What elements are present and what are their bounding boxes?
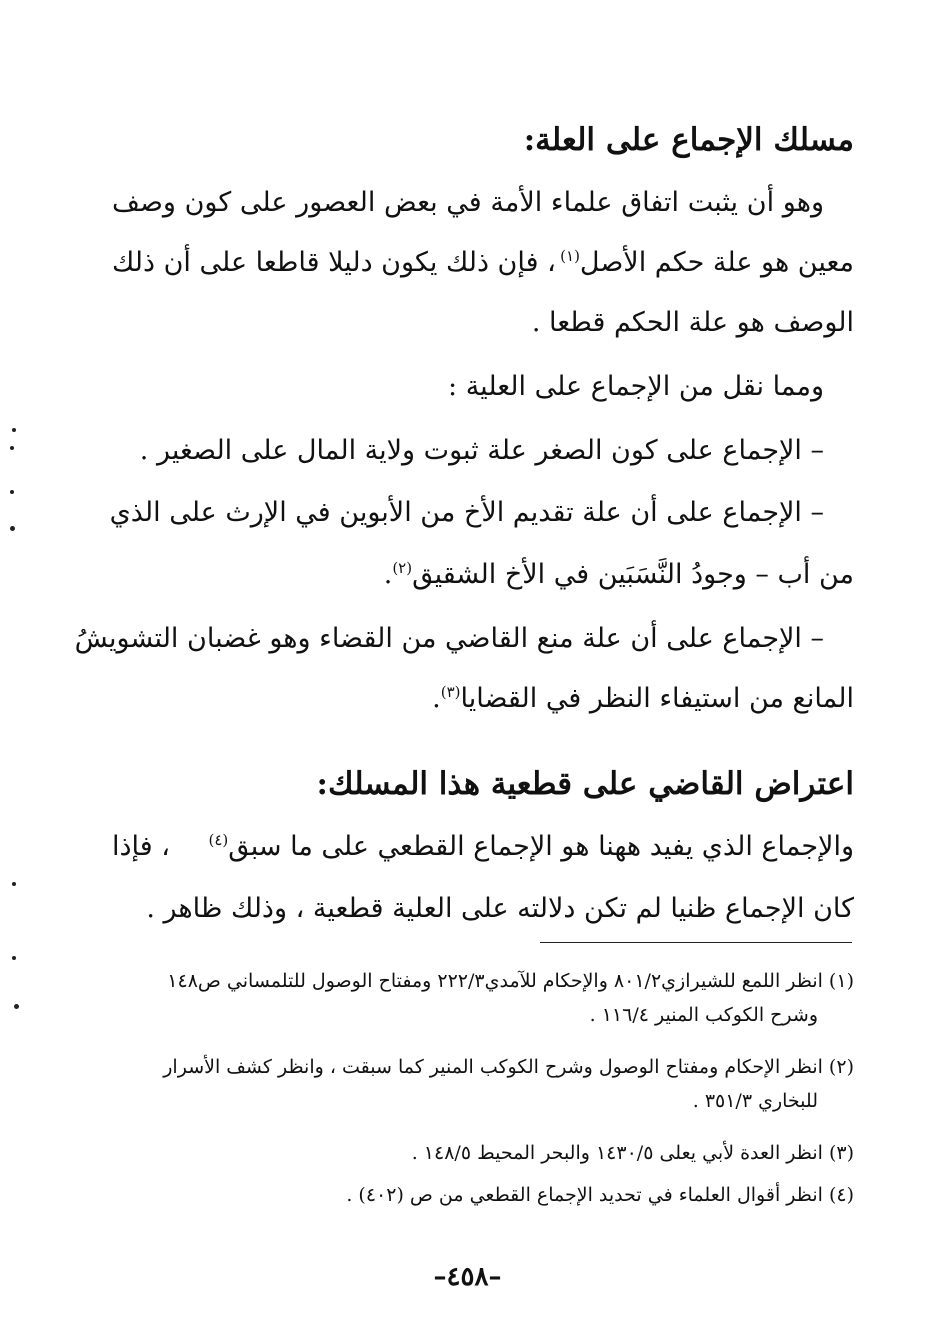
footnote-ref[interactable]: (١) xyxy=(560,247,580,265)
paragraph-line: وهو أن يثبت اتفاق علماء الأمة في بعض العصور على كون وصف xyxy=(112,187,824,218)
paragraph-line: كان الإجماع ظنيا لم تكن دلالته على العلية قطعية ، وذلك ظاهر . xyxy=(146,893,854,924)
scan-speck xyxy=(10,490,14,494)
text-run: . xyxy=(383,559,393,590)
text-run: والإجماع الذي يفيد ههنا هو الإجماع القطعي على ما سبق xyxy=(228,831,854,862)
text-segment: ، فإن ذلك يكون دليلا قاطعا على أن ذلك xyxy=(112,247,556,278)
list-item: – الإجماع على أن علة تقديم الأخ من الأبوين في الإرث على الذي xyxy=(109,497,824,528)
scan-speck xyxy=(14,1004,19,1009)
page-number: –٤٥٨– xyxy=(433,1262,502,1292)
text-run: المانع من استيفاء النظر في القضايا xyxy=(460,683,854,714)
footnote: (٣) انظر العدة لأبي يعلى ١٤٣٠/٥ والبحر المحيط ١٤٨/٥ . xyxy=(411,1142,854,1164)
paragraph-line xyxy=(112,244,854,282)
footnote: (٤) انظر أقوال العلماء في تحديد الإجماع القطعي من ص (٤٠٢) . xyxy=(346,1184,854,1206)
scan-speck xyxy=(12,428,16,432)
footnote-ref[interactable]: (٤) xyxy=(208,831,229,849)
scan-speck xyxy=(10,526,15,531)
scan-speck xyxy=(12,882,16,886)
footnote: (٢) انظر الإحكام ومفتاح الوصول وشرح الكوكب المنير كما سبقت ، وانظر كشف الأسرار xyxy=(163,1056,854,1078)
footnote: (١) انظر اللمع للشيرازي٨٠١/٢ والإحكام للآمدي٢٢٢/٣ ومفتاح الوصول للتلمساني ص١٤٨ xyxy=(167,970,854,992)
footnote-ref[interactable]: (٣) xyxy=(440,683,461,701)
list-item-continued xyxy=(112,556,854,594)
text-segment xyxy=(208,828,854,866)
list-item: – الإجماع على كون الصغر علة ثبوت ولاية المال على الصغير . xyxy=(139,435,824,466)
text-segment xyxy=(560,244,854,282)
footnote-ref[interactable]: (٢) xyxy=(392,559,413,577)
paragraph-line xyxy=(112,828,854,866)
footnote-separator xyxy=(540,942,852,943)
scan-speck xyxy=(10,446,14,450)
footnote-continued: للبخاري ٣٥١/٣ . xyxy=(692,1090,818,1112)
list-item: – الإجماع على أن علة منع القاضي من القضاء وهو غضبان التشويشُ xyxy=(74,623,824,654)
text-segment: ، فإذا xyxy=(112,831,170,862)
scan-speck xyxy=(12,956,16,960)
intro-line: ومما نقل من الإجماع على العلية : xyxy=(448,371,824,402)
section-heading-consensus: مسلك الإجماع على العلة: xyxy=(523,122,854,158)
text-run: من أب – وجودُ النَّسَبَين في الأخ الشقيق xyxy=(412,559,854,590)
text-run: معين هو علة حكم الأصل xyxy=(579,247,854,278)
text-run: . xyxy=(432,683,441,714)
section-heading-objection: اعتراض القاضي على قطعية هذا المسلك: xyxy=(316,766,854,802)
paragraph-line: الوصف هو علة الحكم قطعا . xyxy=(531,307,854,338)
list-item-continued xyxy=(112,680,854,718)
footnote-continued: وشرح الكوكب المنير ١١٦/٤ . xyxy=(589,1004,818,1026)
